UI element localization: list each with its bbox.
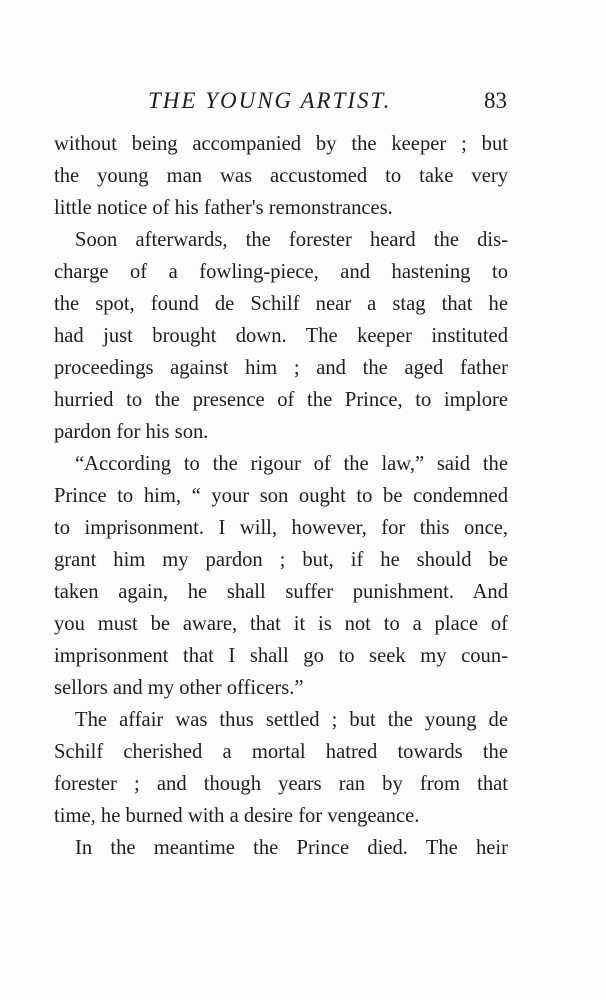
text-line: the spot, found de Schilf near a stag that he — [54, 293, 508, 315]
text-line: time, he burned with a desire for vengeance. — [54, 805, 420, 827]
text-line: without being accompanied by the keeper ; but — [54, 133, 508, 155]
text-line: the young man was accustomed to take very — [54, 165, 508, 187]
paragraph — [54, 704, 508, 832]
text-line: to imprisonment. I will, however, for this once, — [54, 517, 508, 539]
text-line: “According to the rigour of the law,” said the — [75, 453, 508, 475]
paragraph — [54, 128, 508, 224]
body-text — [54, 128, 508, 864]
running-title: THE YOUNG ARTIST. — [148, 88, 392, 113]
text-line: taken again, he shall suffer punishment. And — [54, 581, 508, 603]
text-line: had just brought down. The keeper instituted — [54, 325, 508, 347]
text-line: you must be aware, that it is not to a place of — [54, 613, 508, 635]
paragraph — [54, 224, 508, 448]
text-line: Schilf cherished a mortal hatred towards the — [54, 741, 508, 763]
text-line: The affair was thus settled ; but the young de — [75, 709, 508, 731]
text-line: hurried to the presence of the Prince, to implore — [54, 389, 508, 411]
page-number: 83 — [484, 88, 507, 113]
paragraph — [54, 832, 508, 864]
text-line: imprisonment that I shall go to seek my coun- — [54, 645, 508, 667]
text-line: little notice of his father's remonstrances. — [54, 197, 393, 219]
text-line: In the meantime the Prince died. The heir — [75, 837, 508, 859]
paragraph — [54, 448, 508, 704]
running-head — [0, 86, 606, 116]
text-line: Prince to him, “ your son ought to be condemned — [54, 485, 508, 507]
text-line: sellors and my other officers.” — [54, 677, 304, 699]
text-line: forester ; and though years ran by from that — [54, 773, 508, 795]
text-line: charge of a fowling-piece, and hastening to — [54, 261, 508, 283]
text-line: pardon for his son. — [54, 421, 209, 443]
text-line: grant him my pardon ; but, if he should be — [54, 549, 508, 571]
text-line: proceedings against him ; and the aged father — [54, 357, 508, 379]
text-line: Soon afterwards, the forester heard the dis- — [75, 229, 508, 251]
